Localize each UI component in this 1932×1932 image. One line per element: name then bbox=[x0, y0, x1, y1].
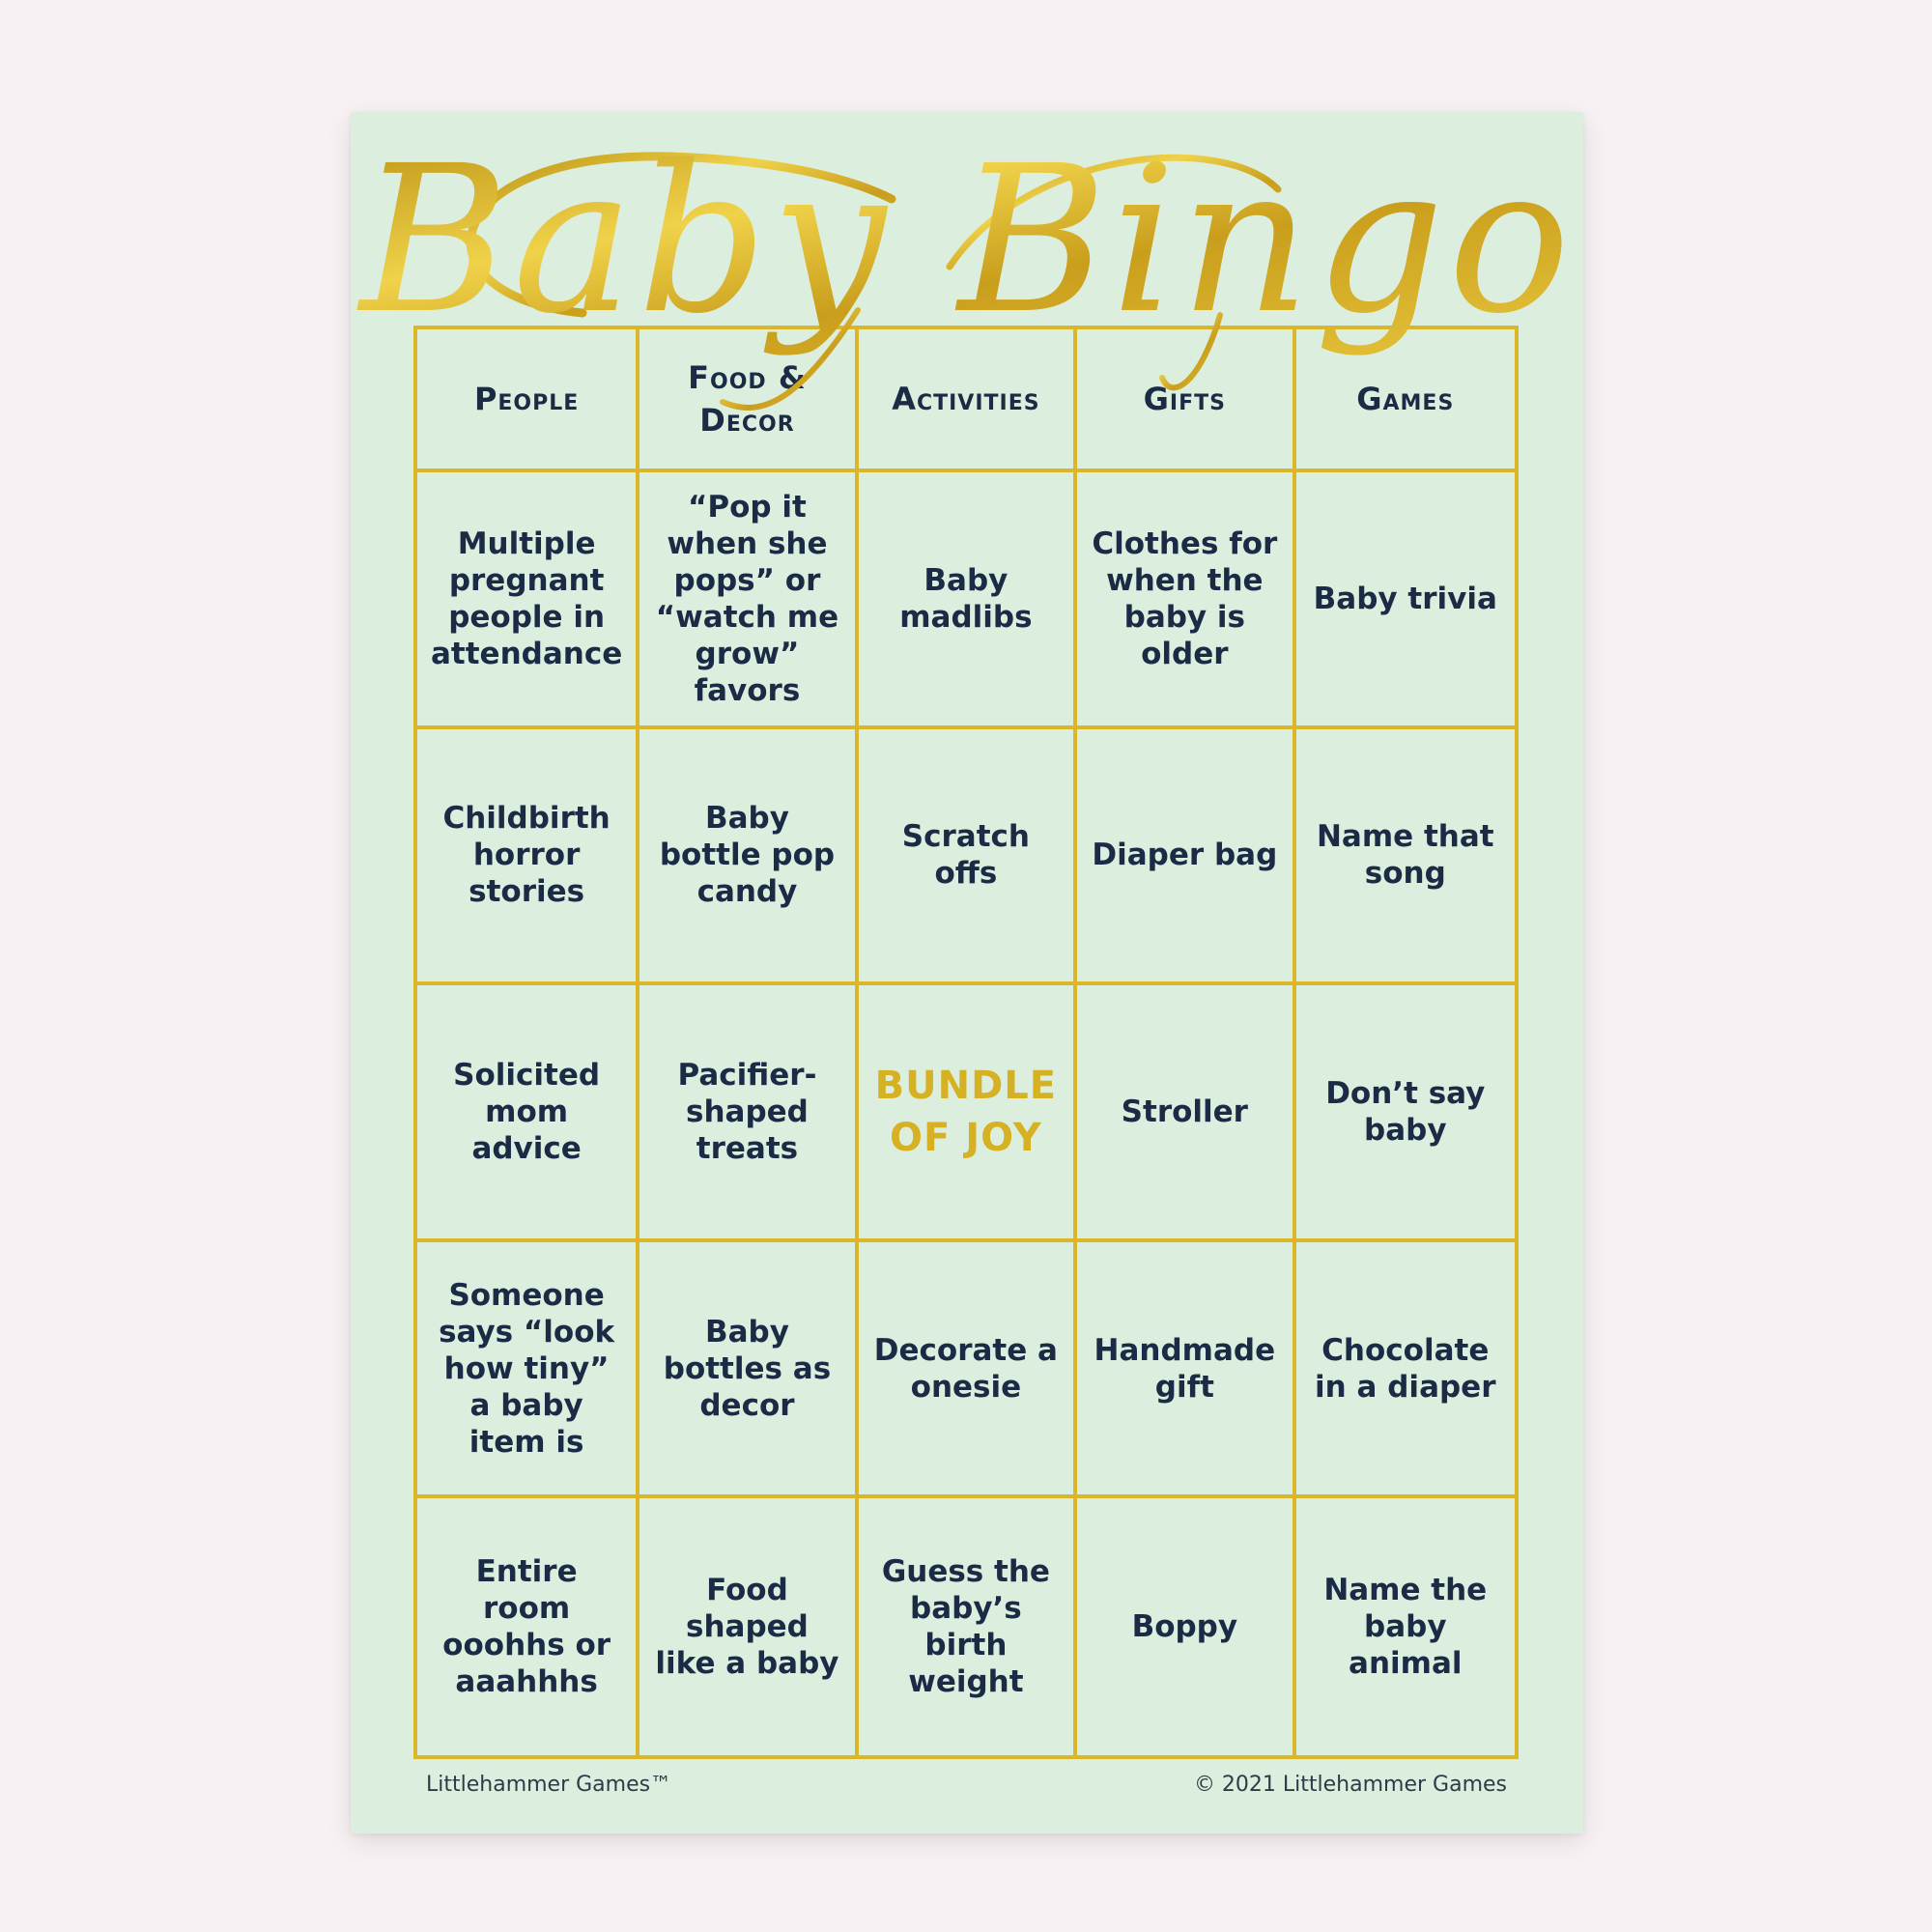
bingo-square[interactable]: Pacifier-shaped treats bbox=[639, 985, 858, 1242]
bingo-square[interactable]: Handmade gift bbox=[1077, 1242, 1295, 1499]
bingo-square[interactable]: Childbirth horror stories bbox=[417, 729, 639, 986]
bingo-square[interactable]: Boppy bbox=[1077, 1498, 1295, 1755]
bingo-square[interactable]: Someone says “look how tiny” a baby item is bbox=[417, 1242, 639, 1499]
column-header-food-decor: Food & Decor bbox=[639, 329, 858, 472]
bingo-square[interactable]: Name the baby animal bbox=[1323, 1573, 1488, 1682]
bingo-grid bbox=[413, 326, 1519, 1759]
column-header-gifts: Gifts bbox=[1077, 329, 1295, 472]
column-header-games: Games bbox=[1296, 329, 1515, 472]
column-header-activities: Activities bbox=[859, 329, 1077, 472]
bingo-square[interactable]: Baby madlibs bbox=[859, 472, 1077, 729]
bingo-square[interactable]: Decorate a onesie bbox=[859, 1242, 1077, 1499]
bingo-square[interactable]: Solicited mom advice bbox=[417, 985, 639, 1242]
bingo-square[interactable]: Name that song bbox=[1296, 729, 1515, 986]
column-header-people: People bbox=[417, 329, 639, 472]
free-space[interactable]: BUNDLE OF JOY bbox=[859, 985, 1077, 1242]
bingo-square[interactable]: Don’t say baby bbox=[1296, 985, 1515, 1242]
bingo-square[interactable]: Chocolate in a diaper bbox=[1296, 1242, 1515, 1499]
bingo-square[interactable]: Guess the baby’s birth weight bbox=[859, 1498, 1077, 1755]
bingo-square[interactable]: Food shaped like a baby bbox=[639, 1498, 858, 1755]
bingo-square[interactable]: Baby trivia bbox=[1296, 472, 1515, 729]
bingo-square[interactable]: Baby bottles as decor bbox=[639, 1242, 858, 1499]
bingo-square[interactable]: Scratch offs bbox=[859, 729, 1077, 986]
footer-brand: Littlehammer Games™ bbox=[426, 1773, 672, 1797]
bingo-square[interactable]: Entire room ooohhs or aaahhhs bbox=[417, 1498, 639, 1755]
bingo-square[interactable]: Diaper bag bbox=[1077, 729, 1295, 986]
bingo-square[interactable]: Clothes for when the baby is older bbox=[1077, 472, 1295, 729]
bingo-card bbox=[351, 112, 1583, 1833]
bingo-square[interactable]: Stroller bbox=[1077, 985, 1295, 1242]
bingo-square[interactable]: “Pop it when she pops” or “watch me grow” favors bbox=[639, 472, 858, 729]
page-title: Baby Bingo bbox=[359, 122, 1575, 358]
footer-copyright: © 2021 Littlehammer Games bbox=[1193, 1773, 1507, 1797]
bingo-square[interactable]: Baby bottle pop candy bbox=[639, 729, 858, 986]
bingo-square[interactable]: Multiple pregnant people in attendance bbox=[417, 472, 639, 729]
